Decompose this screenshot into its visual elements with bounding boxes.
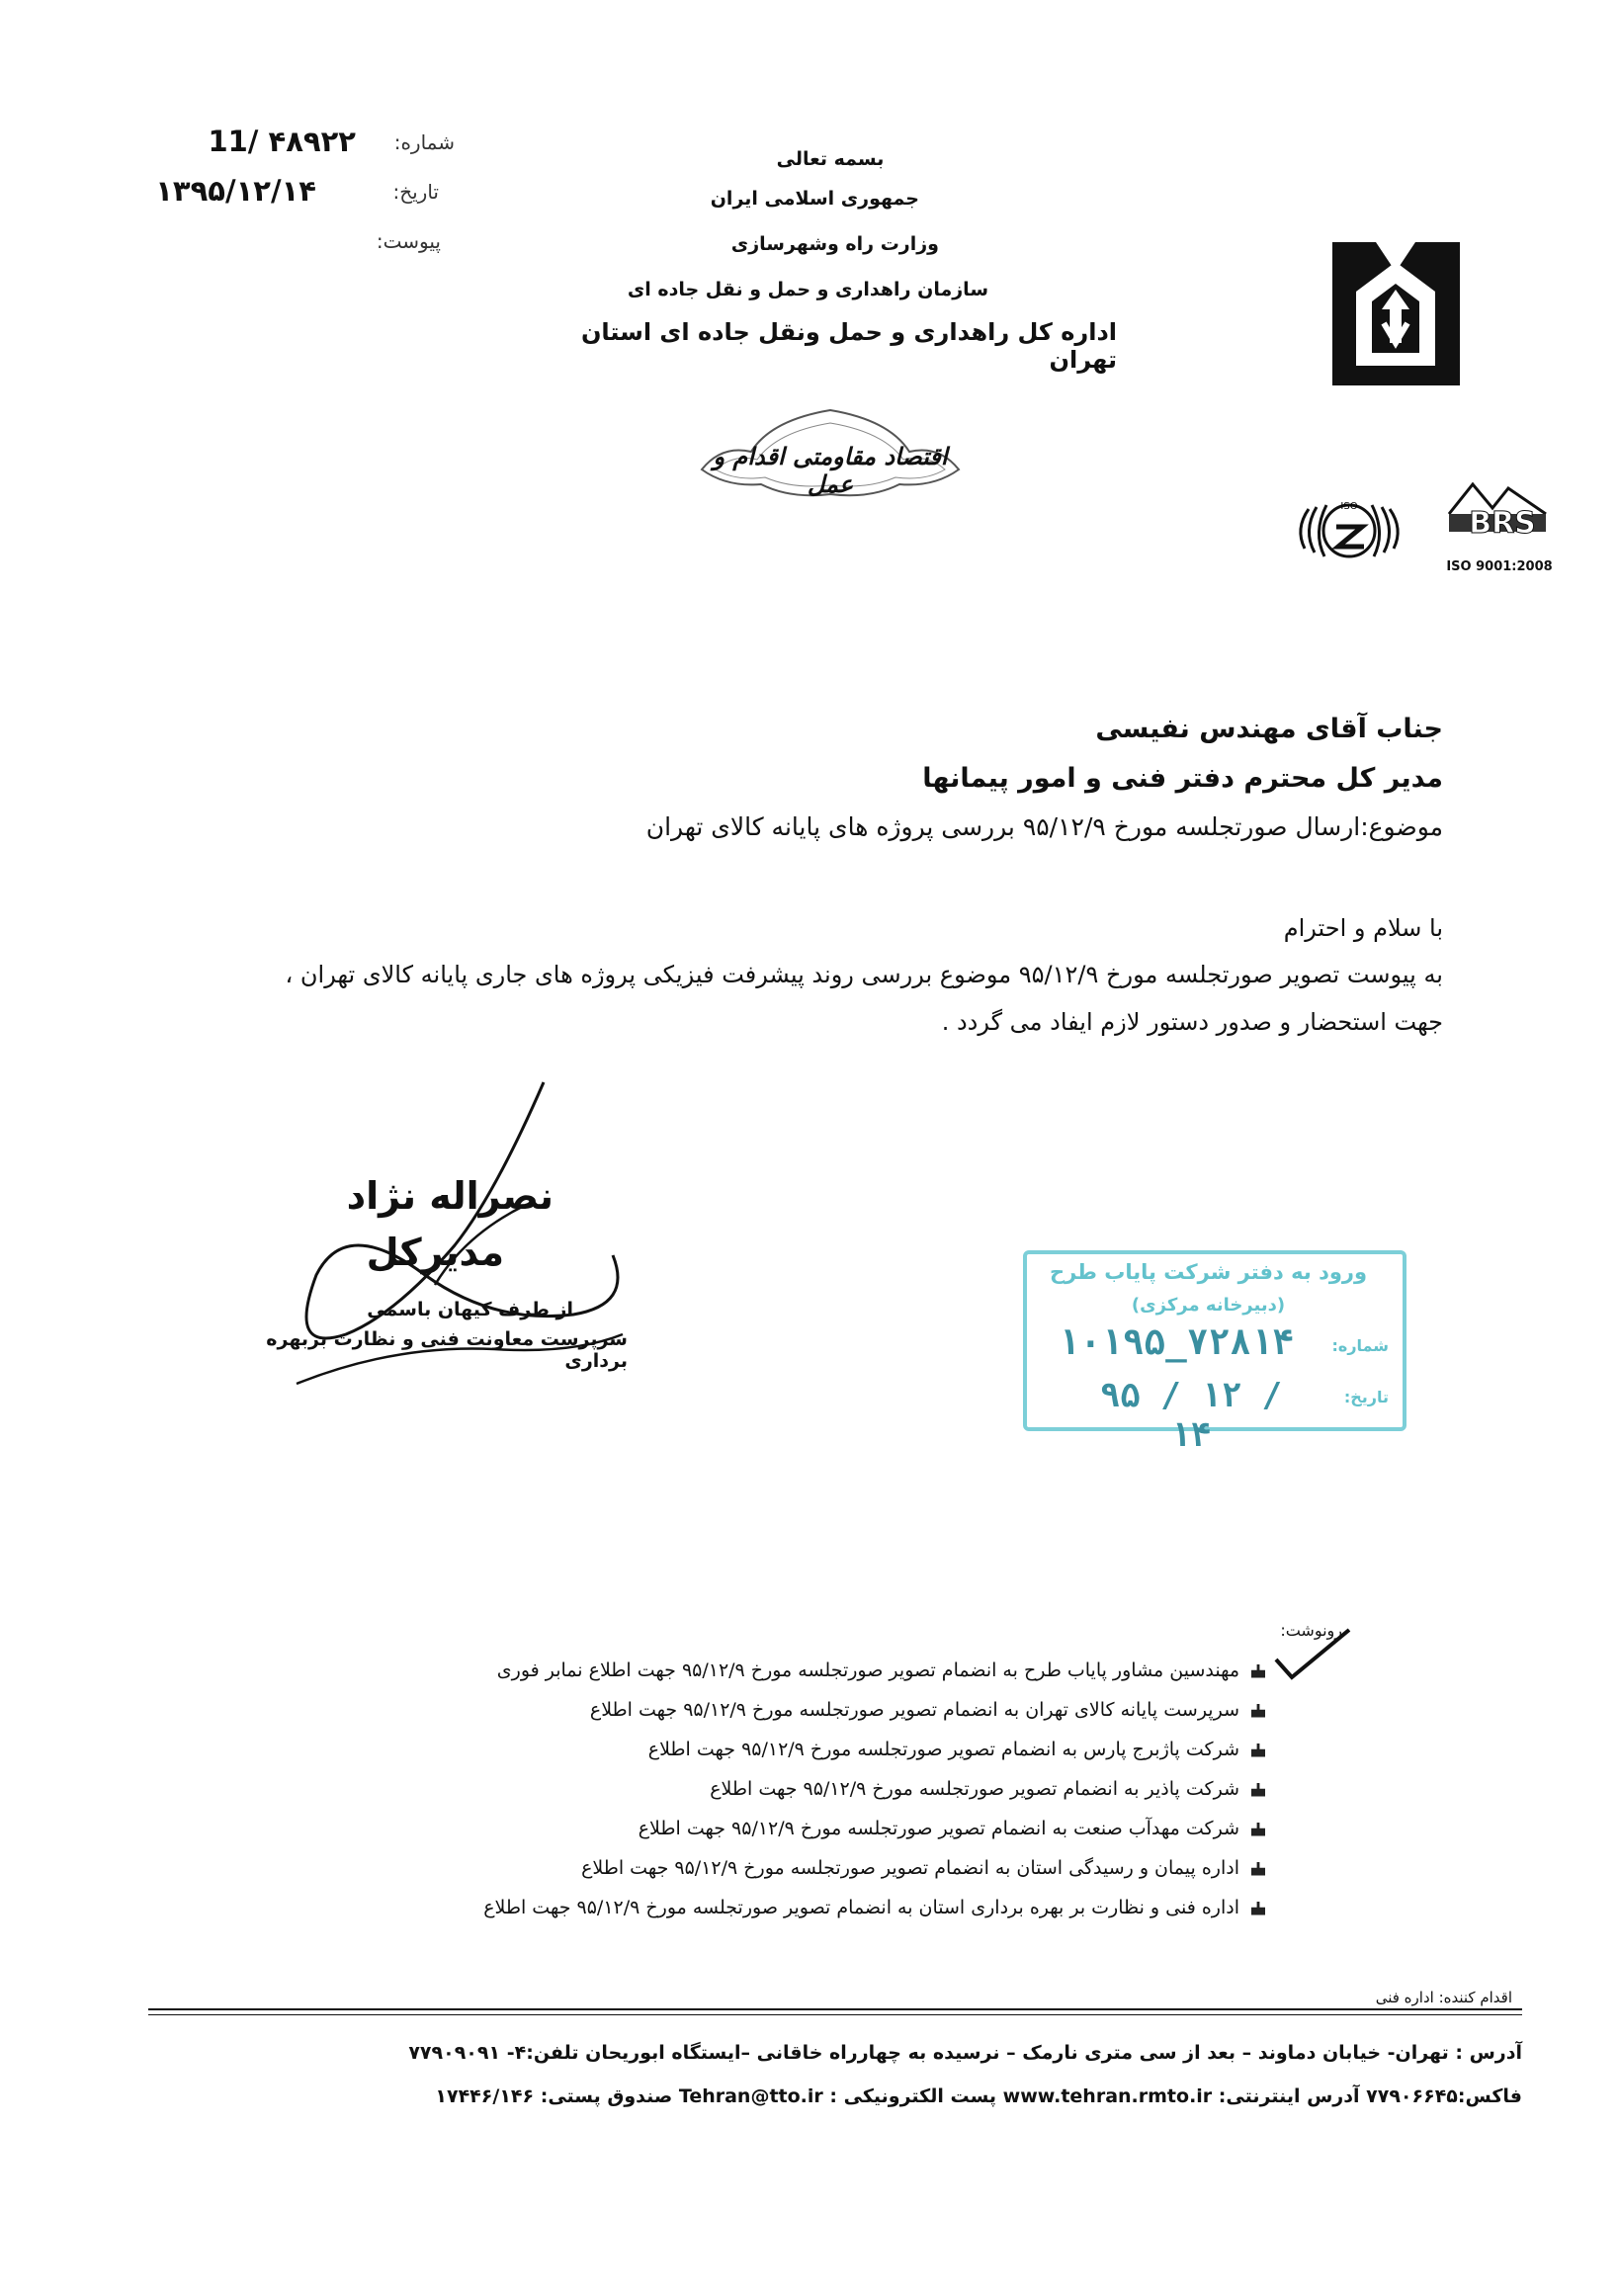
bullet-icon [1251, 1902, 1265, 1915]
letter-body-line1: به پیوست تصویر صورتجلسه مورخ ۹۵/۱۲/۹ موضوع بررسی روند پیشرفت فیزیکی پروژه های جاری پایانه کالای تهران ، [285, 961, 1443, 988]
header-organization: سازمان راهداری و حمل و نقل جاده ای [627, 279, 988, 300]
cc-item: اداره فنی و نظارت بر بهره برداری استان به انضمام تصویر صورتجلسه مورخ ۹۵/۱۲/۹ جهت اطلاع [376, 1888, 1265, 1927]
cc-list [376, 1651, 1265, 1927]
attachment-label: پیوست: [376, 229, 441, 253]
header-republic: جمهوری اسلامی ایران [710, 188, 919, 210]
iso-cert-label: ISO 9001:2008 [1446, 559, 1553, 574]
footer-contact: فاکس:۷۷۹۰۶۶۴۵ آدرس اینترنتی: www.tehran.rmto.ir پست الکترونیکی : Tehran@tto.ir صندوق پستی: ۱۷۴۴۶/۱۴۶ [435, 2085, 1522, 2107]
rmto-logo-icon [1324, 232, 1468, 395]
cc-item: اداره پیمان و رسیدگی استان به انضمام تصویر صورتجلسه مورخ ۹۵/۱۲/۹ جهت اطلاع [376, 1848, 1265, 1888]
signatory-name: نصراله نژاد [346, 1174, 554, 1218]
header-department: اداره کل راهداری و حمل ونقل جاده ای استان تهران [580, 318, 1117, 374]
cc-item: سرپرست پایانه کالای تهران به انضمام تصویر صورتجلسه مورخ ۹۵/۱۲/۹ جهت اطلاع [376, 1690, 1265, 1730]
signatory-title: مدیرکل [366, 1231, 504, 1274]
bullet-icon [1251, 1664, 1265, 1678]
footer-rule-top [148, 2008, 1522, 2010]
checkmark-icon [1270, 1626, 1359, 1685]
brs-cert-label: BRS [1469, 506, 1536, 541]
action-by: اقدام کننده: اداره فنی [1375, 1989, 1512, 2006]
bullet-icon [1251, 1704, 1265, 1718]
letter-number: 11/ ۴۸۹۲۲ [208, 125, 356, 158]
stamp-date-value: ۹۵ / ۱۲ / ۱۴ [1099, 1376, 1283, 1455]
footer-rule-thin [148, 2014, 1522, 2015]
number-label: شماره: [393, 130, 455, 154]
stamp-number-label: شماره: [1331, 1336, 1389, 1355]
letter-body-line2: جهت استحضار و صدور دستور لازم ایفاد می گردد . [941, 1008, 1443, 1036]
cc-label: رونوشت: [1280, 1621, 1342, 1640]
stamp-number-value: ۱۰۱۹۵_۷۲۸۱۴ [1058, 1322, 1295, 1363]
stamp-subtitle: (دبیرخانه مرکزی) [1131, 1295, 1286, 1316]
letter-date: ۱۳۹۵/۱۲/۱۴ [155, 174, 316, 208]
cc-item: شرکت مهدآب صنعت به انضمام تصویر صورتجلسه مورخ ۹۵/۱۲/۹ جهت اطلاع [376, 1809, 1265, 1848]
recipient-title: مدیر کل محترم دفتر فنی و امور پیمانها [922, 763, 1443, 794]
footer-address: آدرس : تهران- خیابان دماوند – بعد از سی متری نارمک – نرسیده به چهارراه خاقانی –ایستگاه ابوریحان تلفن:۴- ۷۷۹۰۹۰۹۱ [408, 2042, 1522, 2064]
bullet-icon [1251, 1862, 1265, 1876]
bullet-icon [1251, 1743, 1265, 1757]
stamp-title: ورود به دفتر شرکت پایاب طرح [1049, 1260, 1368, 1284]
stamp-date-label: تاریخ: [1343, 1388, 1389, 1406]
cc-item: شرکت پاذیر به انضمام تصویر صورتجلسه مورخ ۹۵/۱۲/۹ جهت اطلاع [376, 1769, 1265, 1809]
recipient-name: جناب آقای مهندس نفیسی [1095, 714, 1443, 744]
signatory-on-behalf: از طرف کیهان باسمی [367, 1299, 573, 1320]
cc-item: شرکت پاژبرج پارس به انضمام تصویر صورتجلسه مورخ ۹۵/۱۲/۹ جهت اطلاع [376, 1730, 1265, 1769]
signatory-position: سرپرست معاونت فنی و نظارت بربهره برداری [266, 1328, 628, 1372]
letter-greeting: با سلام و احترام [1283, 914, 1443, 942]
header-ministry: وزارت راه وشهرسازی [730, 233, 939, 255]
cc-item: مهندسین مشاور پایاب طرح به انضمام تصویر صورتجلسه مورخ ۹۵/۱۲/۹ جهت اطلاع نمابر فوری [376, 1651, 1265, 1690]
header-bismillah: بسمه تعالی [776, 148, 885, 170]
letter-subject: موضوع:ارسال صورتجلسه مورخ ۹۵/۱۲/۹ بررسی پروژه های پایانه کالای تهران [645, 812, 1443, 841]
motto-text: اقتصاد مقاومتی اقدام و عمل [713, 443, 948, 498]
svg-text:ISO: ISO [1340, 501, 1358, 512]
date-label: تاریخ: [392, 180, 439, 204]
iso-cert-icon [1285, 479, 1413, 578]
bullet-icon [1251, 1783, 1265, 1797]
bullet-icon [1251, 1823, 1265, 1836]
